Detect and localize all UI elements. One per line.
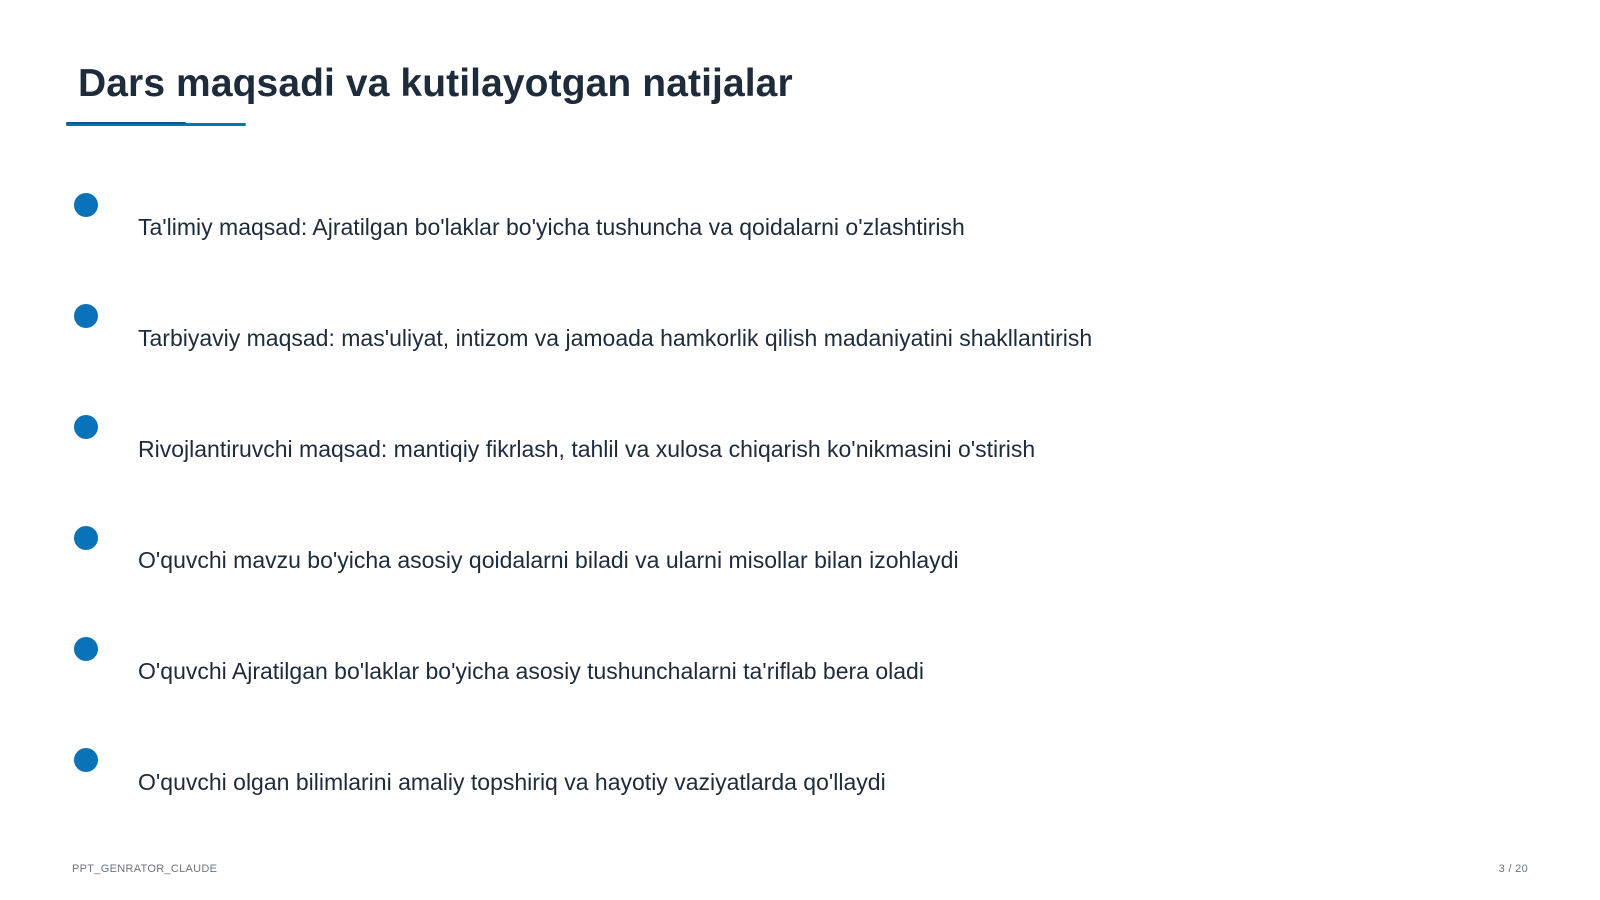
bullet-dot-icon <box>74 415 98 439</box>
bullet-text: Tarbiyaviy maqsad: mas'uliyat, intizom va jamoada hamkorlik qilish madaniyatini shakllantirish <box>138 325 1093 351</box>
bullet-text: O'quvchi Ajratilgan bo'laklar bo'yicha asosiy tushunchalarni ta'riflab bera oladi <box>138 658 924 684</box>
bullet-item <box>0 748 1600 848</box>
page-number: 3 / 20 <box>1498 863 1528 875</box>
bullet-dot-icon <box>74 637 98 661</box>
bullet-dot-icon <box>74 748 98 772</box>
bullet-item <box>0 637 1600 737</box>
bullet-dot-icon <box>74 304 98 328</box>
bullet-text: O'quvchi olgan bilimlarini amaliy topshiriq va hayotiy vaziyatlarda qo'llaydi <box>138 769 886 795</box>
bullet-item <box>0 526 1600 626</box>
bullet-text: Rivojlantiruvchi maqsad: mantiqiy fikrlash, tahlil va xulosa chiqarish ko'nikmasini o'stirish <box>138 436 1036 462</box>
bullet-text: O'quvchi mavzu bo'yicha asosiy qoidalarni biladi va ularni misollar bilan izohlaydi <box>138 547 959 573</box>
bullet-item <box>0 415 1600 515</box>
footer-source-label: PPT_GENRATOR_CLAUDE <box>72 863 218 875</box>
bullet-item <box>0 193 1600 293</box>
bullet-item <box>0 304 1600 404</box>
bullet-text: Ta'limiy maqsad: Ajratilgan bo'laklar bo'yicha tushuncha va qoidalarni o'zlashtirish <box>138 214 965 240</box>
slide-title: Dars maqsadi va kutilayotgan natijalar <box>78 62 793 105</box>
bullet-dot-icon <box>74 193 98 217</box>
bullet-dot-icon <box>74 526 98 550</box>
